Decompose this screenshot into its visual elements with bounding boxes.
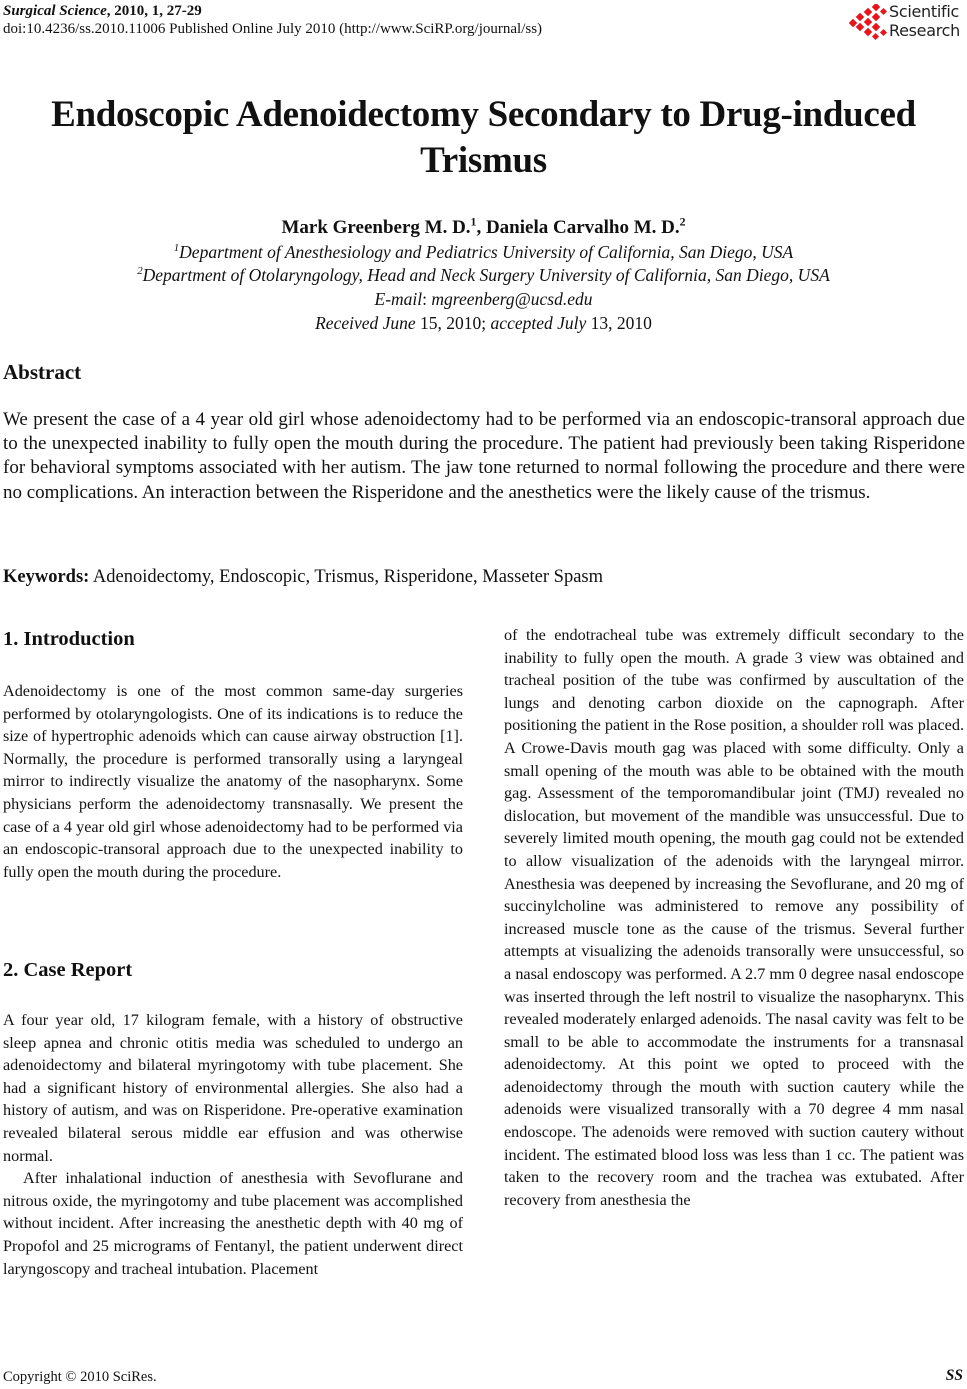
author-1-affiliation-marker: 1: [470, 215, 477, 229]
affiliation-2: [0, 263, 967, 287]
authors: [0, 216, 967, 240]
affiliation-2-text: Department of Otolaryngology, Head and Neck Surgery University of California, San Diego, USA: [142, 265, 830, 285]
section-heading-introduction: 1. Introduction: [3, 628, 135, 650]
case-report-paragraph-2: After inhalational induction of anesthesia with Sevoflurane and nitrous oxide, the myringotomy and tube placement was accomplished without incident. After increasing the anesthetic depth with 40 mg of Propofol and 25 micrograms of Fentanyl, the patient underwent direct laryngoscopy and tracheal intubation. Placement: [3, 1169, 463, 1278]
logo-line-2: Research: [889, 21, 960, 40]
abstract-heading: Abstract: [3, 360, 82, 384]
introduction-paragraph: Adenoidectomy is one of the most common same-day surgeries performed by otolaryngologists. One of its indications is to reduce the size of hypertrophic adenoids which can cause airway obstruction [1]. Normally, the procedure is performed transorally using a laryngeal mirror to indirectly visualize the anatomy of the nasopharynx. Some physicians perform the adenoidectomy transnasally. We present the case of a 4 year old girl whose adenoidectomy had to be performed via an endoscopic-transoral approach due to the unexpected inability to fully open the mouth during the procedure.: [3, 682, 463, 881]
received-label: Received June: [315, 313, 416, 333]
author-2: Daniela Carvalho M. D.: [485, 217, 680, 238]
accepted-label: accepted July: [490, 313, 587, 333]
affiliation-1-text: Department of Anesthesiology and Pediatrics University of California, San Diego, USA: [179, 242, 794, 262]
keywords-value: Adenoidectomy, Endoscopic, Trismus, Risperidone, Masseter Spasm: [89, 567, 604, 587]
case-report-body: [3, 1009, 463, 1280]
case-report-paragraph-1: A four year old, 17 kilogram female, with a history of obstructive sleep apnea and chronic otitis media was scheduled to undergo an adenoidectomy and bilateral myringotomy with tube placement. She had a significant history of environmental allergies. She also had a history of autism, and was on Risperidone. Pre-operative examination revealed bilateral serous middle ear effusion and was otherwise normal.: [3, 1011, 463, 1165]
received-date: 15, 2010;: [415, 313, 491, 333]
title-line-2: Trismus: [420, 140, 547, 181]
logo-line-1: Scientific: [889, 2, 959, 21]
doi-line: doi:10.4236/ss.2010.11006 Published Online July 2010 (http://www.SciRP.org/journal/ss): [3, 21, 543, 37]
section-heading-case-report: 2. Case Report: [3, 959, 133, 981]
introduction-body: [3, 680, 463, 883]
journal-name: Surgical Science: [3, 3, 107, 19]
copyright-footer: Copyright © 2010 SciRes.: [3, 1369, 157, 1385]
received-dates: [0, 311, 967, 335]
journal-citation: [3, 2, 542, 20]
keywords-label: Keywords:: [3, 567, 90, 587]
author-1: Mark Greenberg M. D.: [281, 217, 471, 238]
journal-header: [3, 2, 542, 39]
paper-title: [0, 92, 967, 184]
author-separator: ,: [476, 217, 486, 238]
affiliation-2-marker: 2: [137, 265, 143, 278]
affiliation-1: [0, 240, 967, 264]
title-line-1: Endoscopic Adenoidectomy Secondary to Drug-induced: [51, 94, 916, 135]
keywords: [3, 565, 603, 589]
publisher-logo: [849, 2, 967, 42]
affiliation-1-marker: 1: [173, 242, 180, 255]
email-line: E-mail: mgreenberg@ucsd.edu: [374, 289, 593, 309]
abstract-body: We present the case of a 4 year old girl whose adenoidectomy had to be performed via an endoscopic-transoral approach due to the unexpected inability to fully open the mouth during the procedure. The patient had previously been taking Risperidone for behavioral symptoms associated with her autism. The jaw tone returned to normal following the procedure and there were no complications. An interaction between the Risperidone and the anesthetics were the likely cause of the trismus.: [3, 409, 965, 503]
accepted-date: 13, 2010: [586, 313, 652, 333]
email-address[interactable]: mgreenberg@ucsd.edu: [431, 289, 593, 309]
scientific-research-diamond-logo-icon: [849, 4, 887, 40]
author-2-affiliation-marker: 2: [679, 215, 686, 229]
case-report-paragraph-2-continued: of the endotracheal tube was extremely difficult secondary to the inability to fully open the mouth. A grade 3 view was obtained and tracheal position of the tube was confirmed by auscultation of the lungs and denoting carbon dioxide on the capnograph. After positioning the patient in the Rose position, a shoulder roll was placed. A Crowe-Davis mouth gag was placed with some difficulty. Only a small opening of the mouth was able to be obtained with the mouth gag. Assessment of the temporomandibular joint (TMJ) revealed no dislocation, but movement of the mandible was unsuccessful. Due to severely limited mouth opening, the mouth gag could not be extended to allow visualization of the adenoids with the laryngeal mirror. Anesthesia was deepened by increasing the Sevoflurane, and 20 mg of succinylcholine was administered to remove any possibility of increased muscle tone as the cause of the trismus. Several further attempts at visualizing the adenoids transorally were unsuccessful, so a nasal endoscopy was performed. A 2.7 mm 0 degree nasal endoscope was inserted through the left nostril to visualize the nasopharynx. This revealed moderately enlarged adenoids. The nasal cavity was felt to be small to be able to accommodate the instruments for a transnasal adenoidectomy. At this point we opted to proceed with the adenoidectomy through the mouth with suction cautery while the adenoids were visualized transorally with a 70 degree 4 mm nasal endoscope. The adenoids were removed with suction cautery without incident. The estimated blood loss was less than 1 cc. The patient was taken to the recovery room and the trachea was extubated. After recovery from anesthesia the: [504, 626, 964, 1209]
logo-text: [889, 2, 960, 40]
journal-volume: , 2010, 1, 27-29: [106, 3, 202, 19]
case-report-body-continued: [504, 624, 964, 1211]
journal-abbrev-footer: SS: [945, 1367, 963, 1384]
email-label: E-mail: [374, 289, 423, 309]
